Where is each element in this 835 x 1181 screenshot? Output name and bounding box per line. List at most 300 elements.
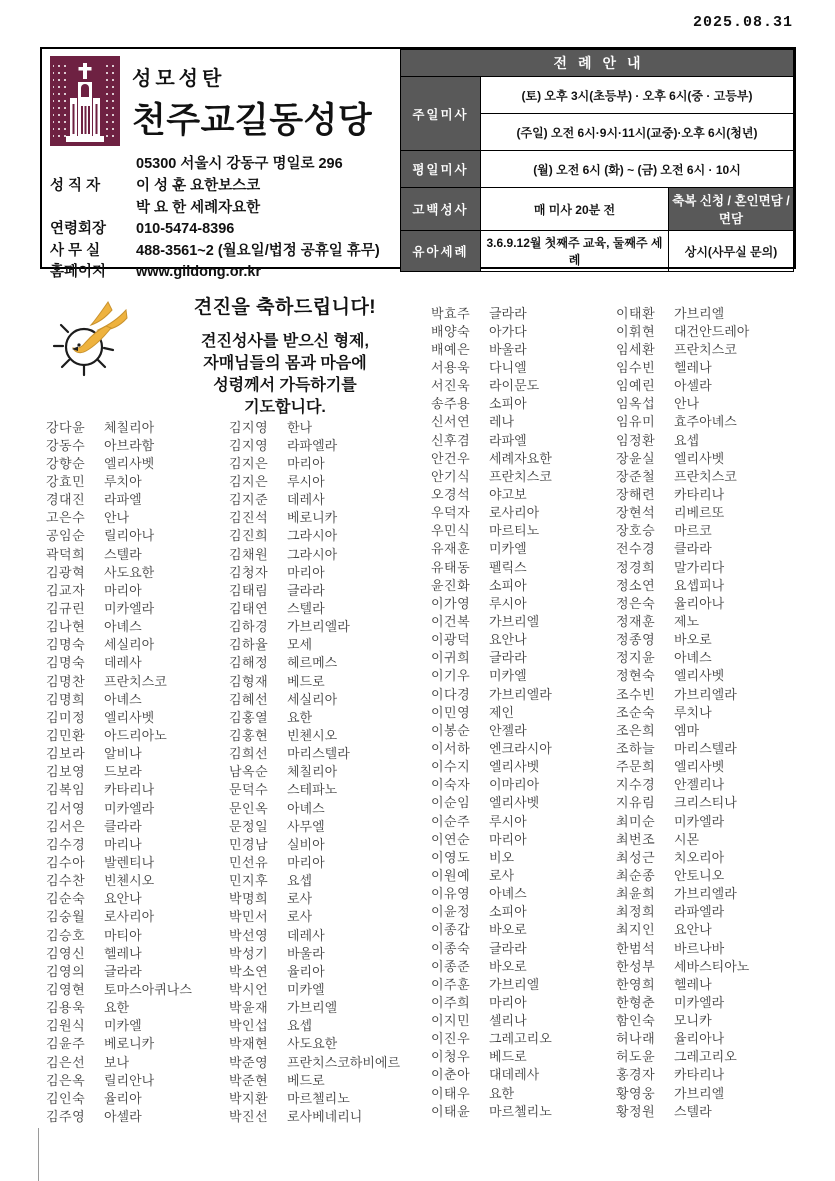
baptismal-name: 가브리엘라	[674, 886, 737, 902]
baptismal-name: 안젤라	[489, 722, 527, 738]
confirmand-name: 최윤희	[616, 886, 656, 902]
confirmand-row	[229, 689, 400, 707]
confirmand-name: 조하늘	[616, 740, 656, 756]
baptismal-name: 미카엘	[104, 1018, 142, 1034]
baptismal-name: 가브리엘라	[674, 686, 737, 702]
baptismal-name: 대데레사	[489, 1067, 540, 1083]
confirmand-name: 이순주	[431, 813, 471, 829]
confirmand-row	[431, 702, 552, 720]
confirmand-name: 김은옥	[46, 1072, 86, 1088]
baptismal-name: 엘리사벳	[674, 450, 725, 466]
confirmand-row	[46, 834, 192, 852]
baptismal-name: 라파엘라	[287, 437, 338, 453]
confirmand-name: 이휘현	[616, 323, 656, 339]
confirmand-row	[229, 544, 400, 562]
confirmand-row	[229, 998, 400, 1016]
baptismal-name: 글라라	[489, 650, 527, 666]
confirmand-name: 김채원	[229, 546, 269, 562]
confirmand-row	[431, 666, 552, 684]
confirmand-name: 김은선	[46, 1054, 86, 1070]
confirmand-row	[229, 417, 400, 435]
confirmand-row	[229, 925, 400, 943]
confirmand-row	[431, 448, 552, 466]
baptismal-name: 율리아나	[674, 1031, 725, 1047]
confirmand-name: 김해정	[229, 655, 269, 671]
confirmand-name: 홍경자	[616, 1067, 656, 1083]
baptismal-name: 치오리아	[674, 849, 725, 865]
confirmand-row	[229, 871, 400, 889]
confirmand-row	[229, 762, 400, 780]
contact-row	[50, 219, 395, 241]
confirmand-name: 우민식	[431, 523, 471, 539]
infant-baptism-value: 3.6.9.12월 첫째주 교육, 둘째주 세례	[480, 231, 668, 272]
confirmand-name: 최번조	[616, 831, 656, 847]
baptismal-name: 라파엘	[104, 492, 142, 508]
weekday-mass-label: 평일미사	[400, 151, 480, 188]
confirmand-name: 김명희	[46, 691, 86, 707]
confirmand-name: 곽덕희	[46, 546, 86, 562]
baptismal-name: 베로니카	[287, 510, 338, 526]
confirmand-row	[431, 992, 552, 1010]
baptismal-name: 체칠리아	[287, 764, 338, 780]
confirmand-row	[431, 902, 552, 920]
confirmand-row	[616, 738, 749, 756]
confirmand-row	[46, 889, 192, 907]
baptismal-name: 요셉피나	[674, 577, 725, 593]
confirmand-name: 장준철	[616, 468, 656, 484]
contact-label: 연령회장	[50, 221, 107, 237]
baptismal-name: 한나	[287, 419, 313, 435]
confirmand-name: 배예은	[431, 341, 471, 357]
confirmand-name: 조수빈	[616, 686, 656, 702]
banner-line-4: 기도합니다.	[244, 399, 326, 416]
confirmand-name: 유재훈	[431, 541, 471, 557]
confirmand-name: 김홍열	[229, 709, 269, 725]
confirmand-name: 신후겸	[431, 432, 471, 448]
confirmand-name: 서진욱	[431, 378, 471, 394]
confirmand-row	[616, 484, 749, 502]
sunday-mass-sun: (주일) 오전 6시·9시·11시(교중)·오후 6시(청년)	[480, 114, 793, 151]
issue-date: 2025.08.31	[692, 14, 793, 31]
church-address: 05300 서울시 강동구 명일로 296	[136, 156, 343, 172]
baptismal-name: 프란치스코하비에르	[287, 1054, 401, 1070]
confirmand-name: 이종준	[431, 958, 471, 974]
confirmand-name: 김형재	[229, 673, 269, 689]
baptismal-name: 가브리엘	[489, 976, 540, 992]
weekday-mass-value: (월) 오전 6시 (화) ~ (금) 오전 6시 · 10시	[480, 151, 793, 188]
confirmand-row	[431, 484, 552, 502]
confirmand-row	[229, 580, 400, 598]
baptismal-name: 마리아	[104, 582, 142, 598]
confirmand-name: 강동수	[46, 437, 86, 453]
confirmand-name: 주문희	[616, 759, 656, 775]
baptismal-name: 그레고리오	[674, 1049, 737, 1065]
confirmand-row	[616, 720, 749, 738]
confirmand-row	[616, 992, 749, 1010]
baptismal-name: 세실리아	[104, 637, 155, 653]
confirmand-row	[46, 1034, 192, 1052]
confirmand-row	[46, 1070, 192, 1088]
confirmand-row	[229, 961, 400, 979]
baptismal-name: 카타리나	[674, 1067, 725, 1083]
confirmand-row	[616, 684, 749, 702]
confirmand-name: 김숭월	[46, 909, 86, 925]
baptismal-name: 미카엘	[489, 668, 527, 684]
contact-label: 성 직 자	[50, 178, 101, 194]
baptismal-name: 세실리아	[287, 691, 338, 707]
baptismal-name: 헬레나	[104, 945, 142, 961]
baptismal-name: 헬레나	[674, 976, 712, 992]
confirmand-row	[46, 617, 192, 635]
confirmand-name: 전수경	[616, 541, 656, 557]
confirmand-row	[431, 938, 552, 956]
confirmand-name: 이다경	[431, 686, 471, 702]
confirmand-name: 정재훈	[616, 613, 656, 629]
confirmand-row	[46, 816, 192, 834]
confirmand-name: 이민영	[431, 704, 471, 720]
confirmand-row	[616, 974, 749, 992]
contact-value: 박 요 한 세례자요한	[136, 199, 261, 216]
baptismal-name: 미카엘라	[104, 600, 155, 616]
baptismal-name: 아녜스	[287, 800, 325, 816]
baptismal-name: 율리아나	[674, 595, 725, 611]
confirmand-name: 박준현	[229, 1072, 269, 1088]
baptismal-name: 베드로	[287, 673, 325, 689]
confirmand-row	[431, 1010, 552, 1028]
confirmand-row	[229, 943, 400, 961]
baptismal-name: 스테파노	[287, 782, 338, 798]
baptismal-name: 엘리사벳	[674, 668, 725, 684]
baptismal-name: 카타리나	[674, 486, 725, 502]
confirmand-row	[46, 689, 192, 707]
infant-baptism-label: 유아세례	[400, 231, 480, 272]
contact-row	[50, 176, 395, 198]
confirmand-row	[229, 653, 400, 671]
baptismal-name: 아가다	[489, 323, 527, 339]
confirmand-name: 이숙자	[431, 777, 471, 793]
confirmand-row	[616, 648, 749, 666]
baptismal-name: 모세	[287, 637, 313, 653]
baptismal-name: 리베르또	[674, 505, 725, 521]
church-name: 천주교길동성당	[132, 101, 373, 140]
baptismal-name: 미카엘	[287, 981, 325, 997]
confirmand-name: 박선영	[229, 927, 269, 943]
confirmand-name: 이수지	[431, 759, 471, 775]
confirmand-column-4	[616, 303, 749, 1119]
baptismal-name: 요한	[104, 1000, 130, 1016]
confirmation-banner	[40, 286, 428, 419]
baptismal-name: 베드로	[489, 1049, 527, 1065]
confirmand-row	[431, 466, 552, 484]
baptismal-name: 로사	[287, 909, 313, 925]
confirmand-name: 임수빈	[616, 360, 656, 375]
confirmand-name: 이종갑	[431, 922, 471, 938]
baptismal-name: 효주아녜스	[674, 414, 737, 430]
baptismal-name: 마리아	[489, 831, 527, 847]
baptismal-name: 헤르메스	[287, 655, 338, 671]
confirmand-row	[616, 1029, 749, 1047]
baptismal-name: 대건안드레아	[674, 323, 750, 339]
confirmand-row	[46, 671, 192, 689]
baptismal-name: 사도요한	[287, 1036, 338, 1052]
baptismal-name: 데레사	[287, 927, 325, 943]
confirmand-name: 오경석	[431, 486, 471, 502]
baptismal-name: 소피아	[489, 904, 527, 920]
contact-label: 사 무 실	[50, 242, 101, 259]
baptismal-name: 마리나	[104, 836, 142, 852]
confirmand-row	[431, 357, 552, 375]
baptismal-name: 로사베네리니	[287, 1108, 363, 1124]
confirmand-name: 정지윤	[616, 650, 656, 666]
baptismal-name: 셀리나	[489, 1013, 527, 1029]
confirmand-name: 최순종	[616, 867, 656, 883]
baptismal-name: 다니엘	[489, 360, 527, 375]
baptismal-name: 로사리아	[489, 505, 540, 521]
baptismal-name: 엘리사벳	[674, 759, 725, 775]
confirmand-row	[229, 889, 400, 907]
confirmand-name: 김지은	[229, 455, 269, 471]
confirmand-name: 배양숙	[431, 323, 471, 339]
baptismal-name: 루시아	[489, 595, 527, 611]
baptismal-name: 레나	[489, 414, 515, 430]
contact-value: www.gildong.or.kr	[136, 264, 262, 280]
confirmand-name: 정현숙	[616, 668, 656, 684]
confirmand-row	[46, 907, 192, 925]
confirmand-name: 조은희	[616, 722, 656, 738]
baptismal-name: 요셉	[287, 873, 313, 889]
baptismal-name: 데레사	[104, 655, 142, 671]
baptismal-name: 바오로	[489, 922, 527, 938]
confirmand-row	[46, 925, 192, 943]
banner-title: 견진을 축하드립니다!	[193, 297, 377, 318]
confirmand-row	[46, 526, 192, 544]
baptismal-name: 요안나	[489, 632, 527, 648]
schedule-title: 전례안내	[400, 50, 793, 77]
confirmand-name: 최성근	[616, 849, 656, 865]
confirmand-name: 박준영	[229, 1054, 269, 1070]
confirmand-name: 서용욱	[431, 360, 471, 375]
confirmand-name: 허도윤	[616, 1049, 656, 1065]
confirmand-row	[46, 580, 192, 598]
confirmand-row	[229, 816, 400, 834]
baptismal-name: 야고보	[489, 486, 527, 502]
baptismal-name: 마르첼리노	[287, 1090, 350, 1106]
confirmand-row	[229, 671, 400, 689]
confirmand-name: 이건복	[431, 613, 471, 629]
confirmand-name: 이태우	[431, 1085, 471, 1101]
baptismal-name: 라이문도	[489, 378, 540, 394]
baptismal-name: 제인	[489, 704, 515, 720]
confirmand-row	[229, 526, 400, 544]
baptismal-name: 율리아	[104, 1090, 142, 1106]
baptismal-name: 스텔라	[104, 546, 142, 562]
confirmand-row	[46, 798, 192, 816]
confirmand-name: 강향순	[46, 455, 86, 471]
confirmand-name: 김교자	[46, 582, 86, 598]
baptismal-name: 마리아	[287, 455, 325, 471]
confirmand-name: 김명숙	[46, 637, 86, 653]
baptismal-name: 사무엘	[287, 818, 325, 834]
confirmand-name: 김희선	[229, 746, 269, 762]
baptismal-name: 베드로	[287, 1072, 325, 1088]
confirmand-name: 한영희	[616, 976, 656, 992]
confirmand-row	[616, 376, 749, 394]
confirmand-row	[616, 884, 749, 902]
confirmand-name: 김지영	[229, 437, 269, 453]
confirmand-row	[431, 648, 552, 666]
confirmand-row	[431, 1029, 552, 1047]
baptismal-name: 바오로	[489, 958, 527, 974]
baptismal-name: 아브라함	[104, 437, 155, 453]
confirmand-name: 이영도	[431, 849, 471, 865]
confirmand-name: 임정환	[616, 432, 656, 448]
baptismal-name: 크리스티나	[674, 795, 737, 811]
confirmand-row	[229, 562, 400, 580]
confirmand-name: 김영신	[46, 945, 86, 961]
confirmand-row	[46, 635, 192, 653]
confirmand-row	[616, 920, 749, 938]
confirmand-name: 이주훈	[431, 976, 471, 992]
confirmand-name: 김원식	[46, 1018, 86, 1034]
baptismal-name: 클라라	[104, 818, 142, 834]
confirmand-name: 유태동	[431, 559, 471, 575]
confirmand-row	[229, 635, 400, 653]
confirmand-name: 최정희	[616, 904, 656, 920]
baptismal-name: 요한	[287, 709, 313, 725]
baptismal-name: 프란치스코	[674, 341, 737, 357]
confirmand-row	[431, 811, 552, 829]
baptismal-name: 글라라	[104, 963, 142, 979]
confirmand-name: 김태림	[229, 582, 269, 598]
confirmand-name: 박인섭	[229, 1018, 269, 1034]
confirmand-row	[431, 593, 552, 611]
confirmand-row	[616, 1065, 749, 1083]
baptismal-name: 그라시아	[287, 528, 338, 544]
confirmand-row	[229, 798, 400, 816]
confirmand-name: 공임순	[46, 528, 86, 544]
confirmand-name: 김승호	[46, 927, 86, 943]
confirmand-row	[616, 503, 749, 521]
confirmand-row	[46, 490, 192, 508]
baptismal-name: 라파엘라	[674, 904, 725, 920]
confirmand-name: 김지준	[229, 492, 269, 508]
baptismal-name: 마리아	[287, 854, 325, 870]
confirmand-name: 김하경	[229, 619, 269, 635]
baptismal-name: 알비나	[104, 746, 142, 762]
confirmand-name: 황영웅	[616, 1085, 656, 1101]
mass-schedule-table	[400, 49, 794, 272]
baptismal-name: 글라라	[287, 582, 325, 598]
confirmand-name: 한형춘	[616, 994, 656, 1010]
confirmand-row	[46, 508, 192, 526]
baptismal-name: 실비아	[287, 836, 325, 852]
confirmand-name: 임예린	[616, 378, 656, 394]
baptismal-name: 바울라	[287, 945, 325, 961]
confirmand-name: 박효주	[431, 305, 471, 321]
confirmand-name: 이태환	[616, 305, 656, 321]
baptismal-name: 엘리사벳	[104, 709, 155, 725]
confirmand-name: 박시언	[229, 981, 269, 997]
baptismal-name: 마티아	[104, 927, 142, 943]
confirmand-row	[616, 829, 749, 847]
confirmand-name: 정종영	[616, 632, 656, 648]
confirmand-row	[616, 339, 749, 357]
baptismal-name: 드보라	[104, 764, 142, 780]
confirmand-name: 황정원	[616, 1103, 656, 1119]
confirmand-name: 김명숙	[46, 655, 86, 671]
church-logo-icon	[50, 56, 120, 146]
baptismal-name: 로사	[489, 867, 515, 883]
baptismal-name: 엠마	[674, 722, 700, 738]
confirmand-name: 강효민	[46, 474, 86, 489]
confirmand-name: 김수아	[46, 854, 86, 870]
confirmand-row	[431, 865, 552, 883]
baptismal-name: 가브리엘라	[489, 686, 552, 702]
baptismal-name: 릴리아나	[104, 528, 155, 544]
confirmand-name: 김영현	[46, 981, 86, 997]
confirmand-name: 남옥순	[229, 764, 269, 780]
confirmand-name: 장해련	[616, 486, 656, 502]
confirmand-row	[616, 666, 749, 684]
confirmand-row	[46, 998, 192, 1016]
confirmand-row	[46, 1016, 192, 1034]
baptismal-name: 빈첸시오	[287, 727, 338, 743]
confirmand-name: 김인숙	[46, 1090, 86, 1106]
confirmand-row	[431, 521, 552, 539]
confirmand-name: 문정일	[229, 818, 269, 834]
confirmand-name: 이가영	[431, 595, 471, 611]
confirmand-row	[616, 938, 749, 956]
baptismal-name: 로사리아	[104, 909, 155, 925]
confirmand-name: 김서영	[46, 800, 86, 816]
confirmand-row	[616, 521, 749, 539]
confirmand-row	[616, 394, 749, 412]
confirmand-column-3	[431, 303, 552, 1119]
confirmand-name: 조순숙	[616, 704, 656, 720]
confirmand-name: 안기식	[431, 468, 471, 484]
confirmand-name: 한성부	[616, 958, 656, 974]
confirmand-row	[616, 1047, 749, 1065]
confirmand-row	[46, 744, 192, 762]
baptismal-name: 소피아	[489, 577, 527, 593]
baptismal-name: 요안나	[674, 922, 712, 938]
baptismal-name: 마리스텔라	[287, 746, 350, 762]
confirmand-name: 지수경	[616, 777, 656, 793]
confirmand-row	[616, 611, 749, 629]
blessing-consult-label: 축복 신청 / 혼인면담 / 면담	[668, 188, 793, 231]
baptismal-name: 토마스아퀴나스	[104, 981, 192, 997]
confirmand-row	[46, 871, 192, 889]
confirmand-name: 박명희	[229, 891, 269, 907]
confirmand-name: 한범석	[616, 940, 656, 956]
baptismal-name: 율리아	[287, 963, 325, 979]
confirmand-row	[616, 847, 749, 865]
contact-row	[50, 262, 395, 284]
baptismal-name: 가브리엘	[489, 613, 540, 629]
confirmand-column-2	[229, 417, 400, 1124]
confirmand-name: 임유미	[616, 414, 656, 430]
baptismal-name: 세바스티아노	[674, 958, 750, 974]
confirmand-name: 박윤재	[229, 1000, 269, 1016]
confirmand-name: 박재현	[229, 1036, 269, 1052]
confirmand-row	[616, 412, 749, 430]
confirmand-row	[431, 303, 552, 321]
confession-label: 고백성사	[400, 188, 480, 231]
confirmand-name: 신서연	[431, 414, 471, 430]
baptismal-name: 마르첼리노	[489, 1103, 552, 1119]
confirmand-row	[431, 920, 552, 938]
baptismal-name: 가브리엘	[674, 1085, 725, 1101]
